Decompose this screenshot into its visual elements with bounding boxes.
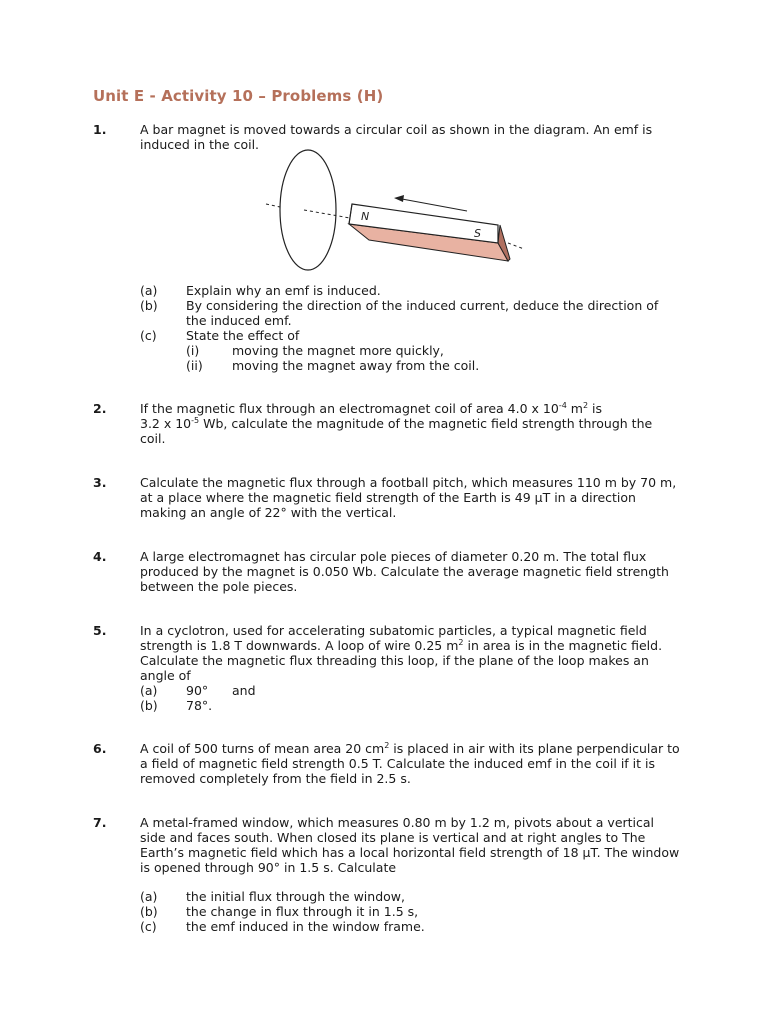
question-3 (93, 475, 693, 520)
motion-arrow-line (402, 199, 467, 211)
part-c: (c) the emf induced in the window frame. (140, 919, 425, 934)
question-6 (93, 741, 693, 786)
part-c: (c) State the effect of (140, 328, 300, 343)
magnet-coil-diagram (262, 146, 527, 274)
part-c-i: (i) moving the magnet more quickly, (186, 343, 444, 358)
question-text: Calculate the magnetic flux through a football pitch, which measures 110 m by 70 m, at a place where the magnetic field strength of the Earth is 49 μT in a direction making an angle of 22° with the vertical. (140, 475, 677, 520)
axis-line-left (266, 204, 280, 207)
axis-line-middle (304, 210, 350, 218)
part-a: (a) the initial flux through the window, (140, 889, 405, 904)
south-pole-label: S (474, 227, 481, 240)
question-4 (93, 549, 693, 594)
question-number: 7. (93, 815, 107, 830)
question-text: If the magnetic flux through an electromagnet coil of area 4.0 x $10^{-4}$ $m^2$ is 3.2 x $10^{-5}$ Wb, calculate the magnitude of the magnetic field strength through the coil. (140, 400, 653, 446)
question-5 (93, 623, 693, 713)
question-number: 5. (93, 623, 107, 638)
coil-ellipse (280, 150, 336, 270)
question-2 (93, 401, 693, 446)
north-pole-label: N (361, 210, 370, 223)
part-b: (b) 78°. (140, 698, 213, 713)
question-text: A coil of 500 turns of mean area 20 $cm^2$ is placed in air with its plane perpendicular to a field of magnetic field strength 0.5 T. Calculate the induced emf in the coil if it is removed completely from the field in 2.5 s. (140, 740, 680, 786)
part-b: (b) By considering the direction of the induced current, deduce the direction of the induced emf. (140, 298, 659, 328)
motion-arrow-head (394, 195, 404, 202)
question-text: A large electromagnet has circular pole pieces of diameter 0.20 m. The total flux produced by the magnet is 0.050 Wb. Calculate the average magnetic field strength between the pole pieces. (140, 549, 669, 594)
question-1-parts (93, 283, 693, 373)
question-text: A metal-framed window, which measures 0.80 m by 1.2 m, pivots about a vertical side and faces south. When closed its plane is vertical and at right angles to The Earth’s magnetic field which has a local horizontal field strength of 18 μT. The window is opened through 90° in 1.5 s. Calculate (140, 815, 680, 875)
question-number: 4. (93, 549, 107, 564)
question-text: A bar magnet is moved towards a circular coil as shown in the diagram. An emf is induced in the coil. (140, 122, 653, 152)
question-number: 2. (93, 401, 107, 416)
page-title: Unit E - Activity 10 – Problems (H) (93, 87, 384, 105)
part-a: (a) Explain why an emf is induced. (140, 283, 381, 298)
part-b: (b) the change in flux through it in 1.5 s, (140, 904, 419, 919)
axis-line-right (508, 243, 524, 249)
part-a: (a) 90° and (140, 683, 256, 698)
question-number: 3. (93, 475, 107, 490)
question-7 (93, 815, 693, 934)
question-text: In a cyclotron, used for accelerating subatomic particles, a typical magnetic field strength is 1.8 T downwards. A loop of wire 0.25 $m^2$ in area is in the magnetic field. Calculate the magnetic flux threading this loop, if the plane of the loop makes an angle of (140, 623, 663, 683)
part-c-ii: (ii) moving the magnet away from the coil. (186, 358, 480, 373)
question-number: 6. (93, 741, 107, 756)
question-number: 1. (93, 122, 107, 137)
